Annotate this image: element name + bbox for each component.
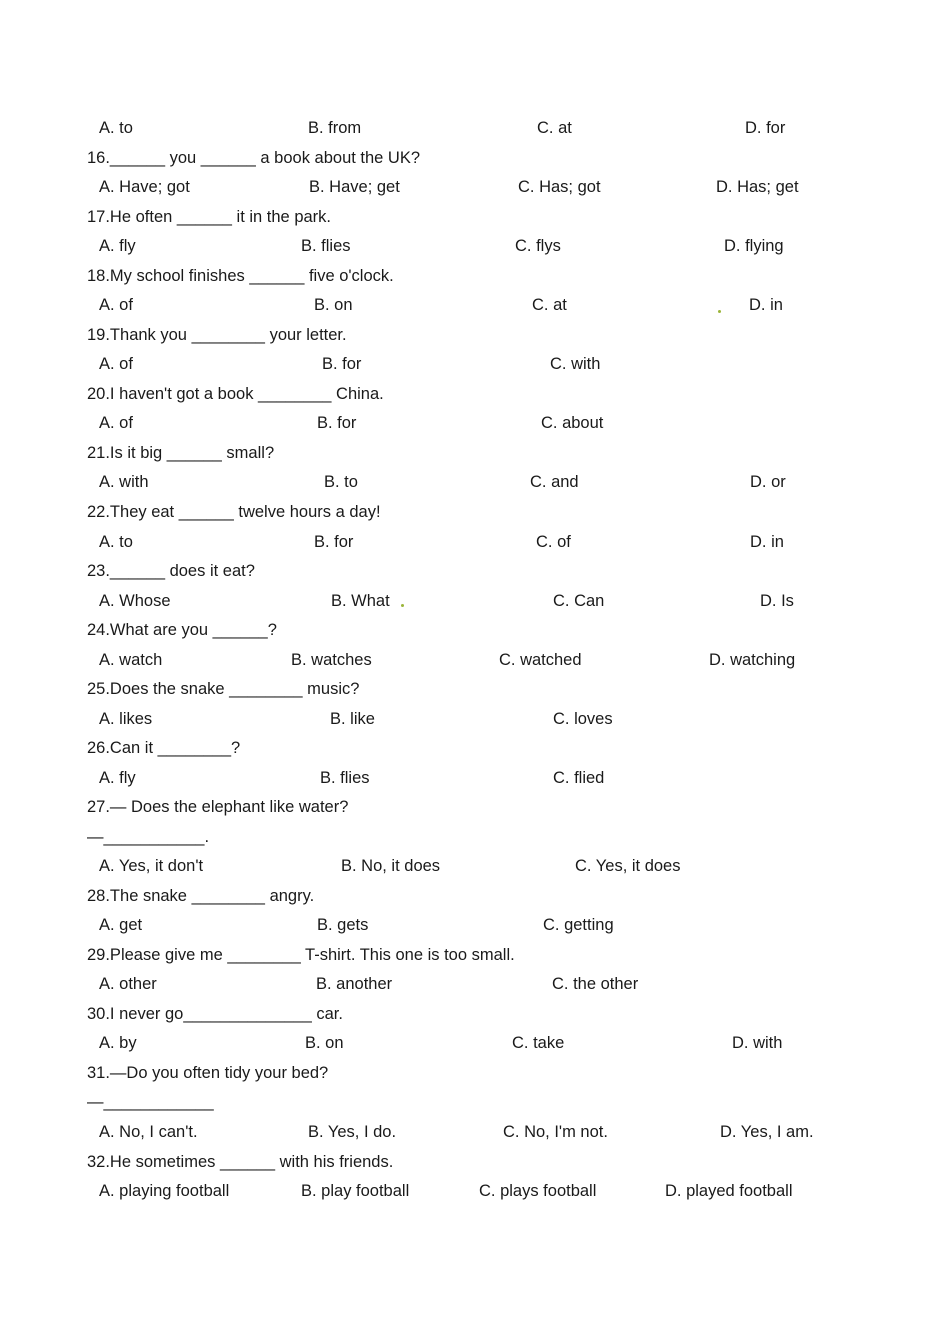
answer-option: C. loves xyxy=(553,710,613,728)
answer-option: B. on xyxy=(305,1034,344,1052)
question-line xyxy=(0,500,950,524)
question-line xyxy=(0,1150,950,1174)
answer-option: D. played football xyxy=(665,1182,793,1200)
answer-option: D. Yes, I am. xyxy=(720,1123,814,1141)
answer-option: A. Have; got xyxy=(99,178,190,196)
answer-option: A. get xyxy=(99,916,143,934)
answer-option: B. gets xyxy=(317,916,369,934)
answer-option: B. Yes, I do. xyxy=(308,1123,397,1141)
question-text: 23.______ does it eat? xyxy=(87,562,255,580)
answer-option: D. with xyxy=(732,1034,783,1052)
answer-option: B. for xyxy=(322,355,362,373)
answer-option: C. take xyxy=(512,1034,565,1052)
answer-option: C. about xyxy=(541,414,604,432)
answer-option: A. watch xyxy=(99,651,163,669)
answer-option: C. and xyxy=(530,473,579,491)
answer-option: B. another xyxy=(316,975,393,993)
question-line xyxy=(0,441,950,465)
answer-option: A. of xyxy=(99,414,133,432)
answer-option: A. No, I can't. xyxy=(99,1123,198,1141)
question-text: 30.I never go______________ car. xyxy=(87,1005,343,1023)
answer-option: A. Yes, it don't xyxy=(99,857,204,875)
answer-option: C. at xyxy=(532,296,567,314)
answer-option: A. likes xyxy=(99,710,153,728)
options-row xyxy=(0,175,950,199)
options-row xyxy=(0,1031,950,1055)
answer-option: A. to xyxy=(99,119,133,137)
question-line xyxy=(0,618,950,642)
options-row xyxy=(0,293,950,317)
answer-option: D. flying xyxy=(724,237,784,255)
answer-option: B. flies xyxy=(301,237,351,255)
question-text: 19.Thank you ________ your letter. xyxy=(87,326,347,344)
question-line xyxy=(0,884,950,908)
question-text: —____________ xyxy=(87,1093,214,1111)
answer-option: A. by xyxy=(99,1034,137,1052)
question-text: 27.— Does the elephant like water? xyxy=(87,798,349,816)
answer-option: A. other xyxy=(99,975,157,993)
answer-option: C. the other xyxy=(552,975,639,993)
options-row xyxy=(0,116,950,140)
question-line xyxy=(0,736,950,760)
question-text: 22.They eat ______ twelve hours a day! xyxy=(87,503,381,521)
options-row xyxy=(0,589,950,613)
answer-option: C. watched xyxy=(499,651,582,669)
stray-dot-mark xyxy=(718,310,721,313)
question-line xyxy=(0,1002,950,1026)
answer-option: B. Have; get xyxy=(309,178,400,196)
question-line xyxy=(0,1061,950,1085)
question-text: 17.He often ______ it in the park. xyxy=(87,208,332,226)
answer-option: A. of xyxy=(99,296,133,314)
options-row xyxy=(0,411,950,435)
answer-option: B. for xyxy=(314,533,354,551)
answer-option: D. in xyxy=(749,296,783,314)
options-row xyxy=(0,648,950,672)
question-text: 20.I haven't got a book ________ China. xyxy=(87,385,384,403)
answer-option: A. to xyxy=(99,533,133,551)
question-line xyxy=(0,205,950,229)
answer-option: C. flys xyxy=(515,237,561,255)
answer-option: B. from xyxy=(308,119,362,137)
answer-option: B. for xyxy=(317,414,357,432)
question-text: —___________. xyxy=(87,828,210,846)
question-line xyxy=(0,795,950,819)
answer-option: B. flies xyxy=(320,769,370,787)
answer-option: C. getting xyxy=(543,916,614,934)
question-text: 31.—Do you often tidy your bed? xyxy=(87,1064,329,1082)
options-row xyxy=(0,1179,950,1203)
answer-option: C. with xyxy=(550,355,601,373)
question-text: 28.The snake ________ angry. xyxy=(87,887,315,905)
answer-option: B. watches xyxy=(291,651,372,669)
question-text: 32.He sometimes ______ with his friends. xyxy=(87,1153,394,1171)
options-row xyxy=(0,470,950,494)
answer-option: D. in xyxy=(750,533,784,551)
answer-option: B. like xyxy=(330,710,375,728)
options-row xyxy=(0,234,950,258)
answer-option: C. No, I'm not. xyxy=(503,1123,608,1141)
options-row xyxy=(0,913,950,937)
answer-option: A. playing football xyxy=(99,1182,230,1200)
question-text: 16.______ you ______ a book about the UK? xyxy=(87,149,421,167)
answer-option: B. What xyxy=(331,592,390,610)
answer-option: D. or xyxy=(750,473,786,491)
answer-option: A. Whose xyxy=(99,592,171,610)
question-text: 26.Can it ________? xyxy=(87,739,241,757)
question-text: 29.Please give me ________ T-shirt. This one is too small. xyxy=(87,946,515,964)
options-row xyxy=(0,1120,950,1144)
answer-option: C. Has; got xyxy=(518,178,601,196)
options-row xyxy=(0,854,950,878)
stray-dot-mark xyxy=(401,604,404,607)
question-line xyxy=(0,825,950,849)
answer-option: C. flied xyxy=(553,769,605,787)
question-text: 21.Is it big ______ small? xyxy=(87,444,275,462)
answer-option: D. watching xyxy=(709,651,796,669)
answer-option: D. Has; get xyxy=(716,178,799,196)
question-line xyxy=(0,1090,950,1114)
answer-option: C. Can xyxy=(553,592,605,610)
answer-option: A. fly xyxy=(99,769,136,787)
answer-option: B. play football xyxy=(301,1182,410,1200)
options-row xyxy=(0,766,950,790)
answer-option: D. Is xyxy=(760,592,794,610)
answer-option: A. with xyxy=(99,473,149,491)
question-text: 18.My school finishes ______ five o'clock. xyxy=(87,267,394,285)
options-row xyxy=(0,530,950,554)
answer-option: B. on xyxy=(314,296,353,314)
answer-option: C. of xyxy=(536,533,571,551)
answer-option: A. fly xyxy=(99,237,136,255)
answer-option: C. Yes, it does xyxy=(575,857,681,875)
options-row xyxy=(0,352,950,376)
question-line xyxy=(0,323,950,347)
options-row xyxy=(0,707,950,731)
question-line xyxy=(0,677,950,701)
answer-option: A. of xyxy=(99,355,133,373)
question-text: 24.What are you ______? xyxy=(87,621,277,639)
answer-option: B. No, it does xyxy=(341,857,441,875)
question-text: 25.Does the snake ________ music? xyxy=(87,680,360,698)
question-line xyxy=(0,382,950,406)
answer-option: C. at xyxy=(537,119,572,137)
answer-option: D. for xyxy=(745,119,786,137)
question-line xyxy=(0,264,950,288)
question-line xyxy=(0,559,950,583)
answer-option: C. plays football xyxy=(479,1182,597,1200)
options-row xyxy=(0,972,950,996)
answer-option: B. to xyxy=(324,473,358,491)
question-line xyxy=(0,146,950,170)
question-line xyxy=(0,943,950,967)
